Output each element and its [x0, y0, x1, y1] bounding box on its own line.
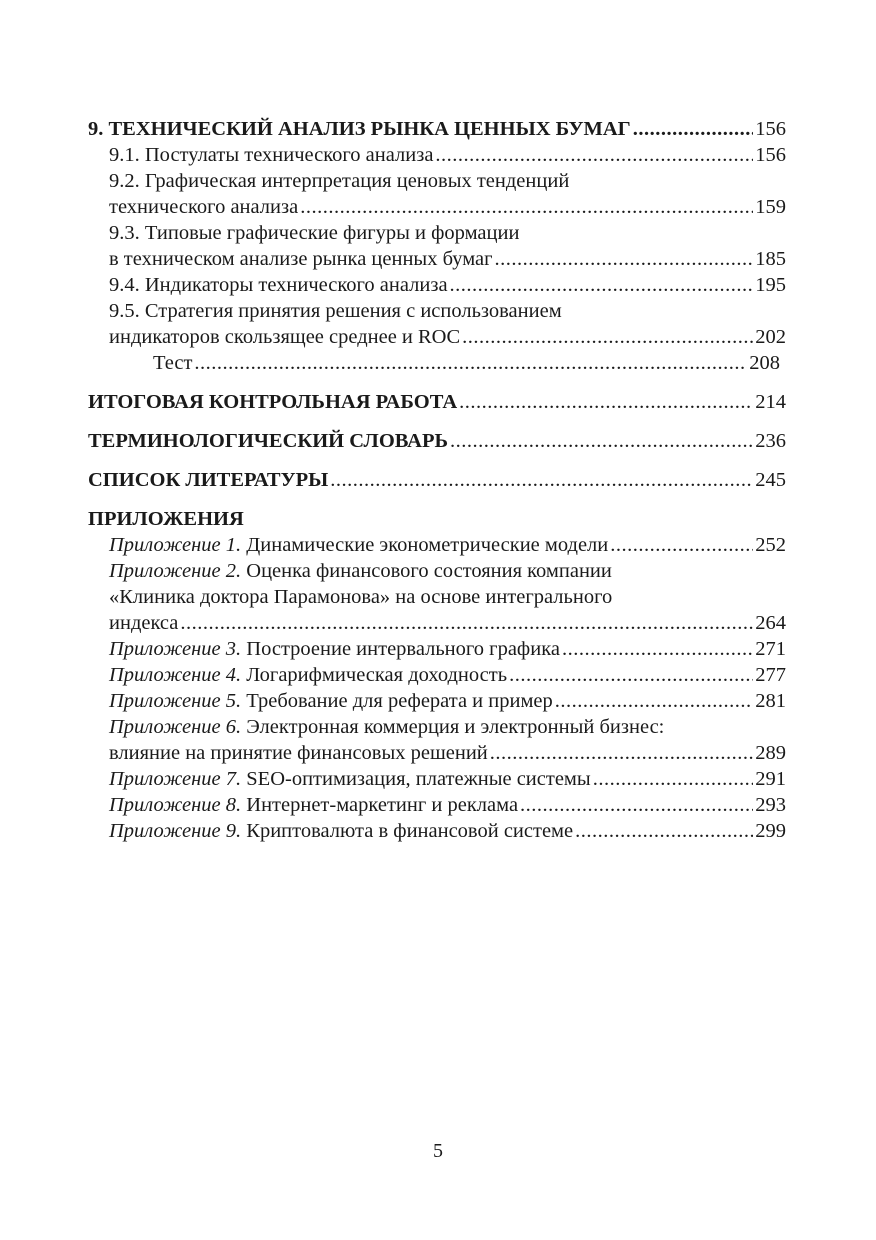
leader-dots: [459, 389, 753, 415]
leader-dots: [490, 740, 753, 766]
appendix-title: Логарифмическая доходность: [246, 664, 508, 686]
page-ref: 245: [755, 469, 786, 491]
toc-appendix-1: [88, 532, 786, 558]
appendix-label: Приложение 2.: [109, 560, 242, 582]
leader-dots: [180, 610, 753, 636]
table-of-contents: [88, 116, 786, 844]
item-title: 9.4. Индикаторы технического анализа: [109, 274, 448, 296]
page-ref: 252: [755, 534, 786, 556]
page-ref: 289: [755, 742, 786, 764]
page-ref: 195: [755, 274, 786, 296]
toc-appendix-7: [88, 766, 786, 792]
toc-appendices-heading: [88, 506, 786, 532]
item-title: 9.1. Постулаты технического анализа: [109, 144, 434, 166]
appendix-label: Приложение 8.: [109, 794, 242, 816]
page-ref: 236: [755, 430, 786, 452]
leader-dots: [450, 428, 753, 454]
appendix-title: Требование для реферата и пример: [246, 690, 553, 712]
appendix-label: Приложение 1.: [109, 534, 242, 556]
page-ref: 156: [755, 144, 786, 166]
leader-dots: [300, 194, 753, 220]
toc-appendix-2-line1: [88, 558, 786, 584]
appendix-label: Приложение 7.: [109, 768, 242, 790]
item-title: 9.5. Стратегия принятия решения с использованием: [109, 300, 562, 322]
page-ref: 277: [755, 664, 786, 686]
page-ref: 156: [755, 118, 786, 140]
toc-appendix-6-line1: [88, 714, 786, 740]
toc-item-test: [88, 350, 786, 376]
appendix-label: Приложение 6.: [109, 716, 242, 738]
leader-dots: [435, 142, 753, 168]
toc-item-9-4: [88, 272, 786, 298]
appendix-title: Динамические эконометрические модели: [246, 534, 609, 556]
toc-item-9-5-line2: [88, 324, 786, 350]
page-ref: 185: [755, 248, 786, 270]
appendix-title-cont: «Клиника доктора Парамонова» на основе интегрального: [109, 586, 613, 608]
appendix-title: Построение интервального графика: [246, 638, 560, 660]
item-title: 9.3. Типовые графические фигуры и формации: [109, 222, 520, 244]
toc-appendix-9: [88, 818, 786, 844]
page-ref: 281: [755, 690, 786, 712]
toc-item-9-2-line1: [88, 168, 786, 194]
leader-dots: [610, 532, 753, 558]
page-ref: 293: [755, 794, 786, 816]
section-title: ТЕРМИНОЛОГИЧЕСКИЙ СЛОВАРЬ: [88, 430, 449, 452]
leader-dots: [575, 818, 753, 844]
toc-literature: [88, 467, 786, 493]
appendix-title-cont: влияние на принятие финансовых решений: [109, 742, 488, 764]
toc-item-9-2-line2: [88, 194, 786, 220]
leader-dots: [555, 688, 753, 714]
toc-appendix-5: [88, 688, 786, 714]
item-title-cont: индикаторов скользящее среднее и ROC: [109, 326, 461, 348]
toc-item-9-5-line1: [88, 298, 786, 324]
item-title: 9.2. Графическая интерпретация ценовых тенденций: [109, 170, 570, 192]
leader-dots: [462, 324, 753, 350]
appendix-label: Приложение 4.: [109, 664, 242, 686]
section-title: ИТОГОВАЯ КОНТРОЛЬНАЯ РАБОТА: [88, 391, 458, 413]
appendix-title-cont: индекса: [109, 612, 179, 634]
toc-glossary: [88, 428, 786, 454]
section-title: СПИСОК ЛИТЕРАТУРЫ: [88, 469, 329, 491]
toc-appendix-2-line2: [88, 584, 786, 610]
test-title: Тест: [153, 352, 193, 374]
toc-appendix-6-line2: [88, 740, 786, 766]
toc-item-9-3-line2: [88, 246, 786, 272]
toc-final-work: [88, 389, 786, 415]
item-title-cont: технического анализа: [109, 196, 299, 218]
page-ref: 159: [755, 196, 786, 218]
leader-dots: [520, 792, 753, 818]
toc-appendix-3: [88, 636, 786, 662]
appendix-title: SEO-оптимизация, платежные системы: [246, 768, 591, 790]
leader-dots: [562, 636, 753, 662]
page-ref: 202: [755, 326, 786, 348]
leader-dots: [194, 350, 747, 376]
appendix-label: Приложение 5.: [109, 690, 242, 712]
toc-appendix-4: [88, 662, 786, 688]
appendix-title: Оценка финансового состояния компании: [246, 560, 612, 582]
appendix-title: Интернет-маркетинг и реклама: [246, 794, 519, 816]
appendix-label: Приложение 3.: [109, 638, 242, 660]
leader-dots: [450, 272, 754, 298]
section-title: ПРИЛОЖЕНИЯ: [88, 508, 244, 530]
leader-dots: [495, 246, 754, 272]
leader-dots: [509, 662, 753, 688]
toc-appendix-8: [88, 792, 786, 818]
page-ref: 291: [755, 768, 786, 790]
toc-appendix-2-line3: [88, 610, 786, 636]
appendix-title: Электронная коммерция и электронный бизнес:: [246, 716, 665, 738]
page-ref: 208: [749, 352, 780, 374]
toc-item-9-1: [88, 142, 786, 168]
leader-dots: [593, 766, 754, 792]
page-ref: 299: [755, 820, 786, 842]
leader-dots: [330, 467, 753, 493]
toc-chapter-9: [88, 116, 786, 142]
toc-item-9-3-line1: [88, 220, 786, 246]
appendix-label: Приложение 9.: [109, 820, 242, 842]
page-ref: 214: [755, 391, 786, 413]
leader-dots: [633, 116, 754, 142]
item-title-cont: в техническом анализе рынка ценных бумаг: [109, 248, 493, 270]
chapter-title: 9. ТЕХНИЧЕСКИЙ АНАЛИЗ РЫНКА ЦЕННЫХ БУМАГ: [88, 118, 631, 140]
page-ref: 264: [755, 612, 786, 634]
page-number: 5: [433, 1140, 443, 1162]
appendix-title: Криптовалюта в финансовой системе: [246, 820, 574, 842]
page-ref: 271: [755, 638, 786, 660]
